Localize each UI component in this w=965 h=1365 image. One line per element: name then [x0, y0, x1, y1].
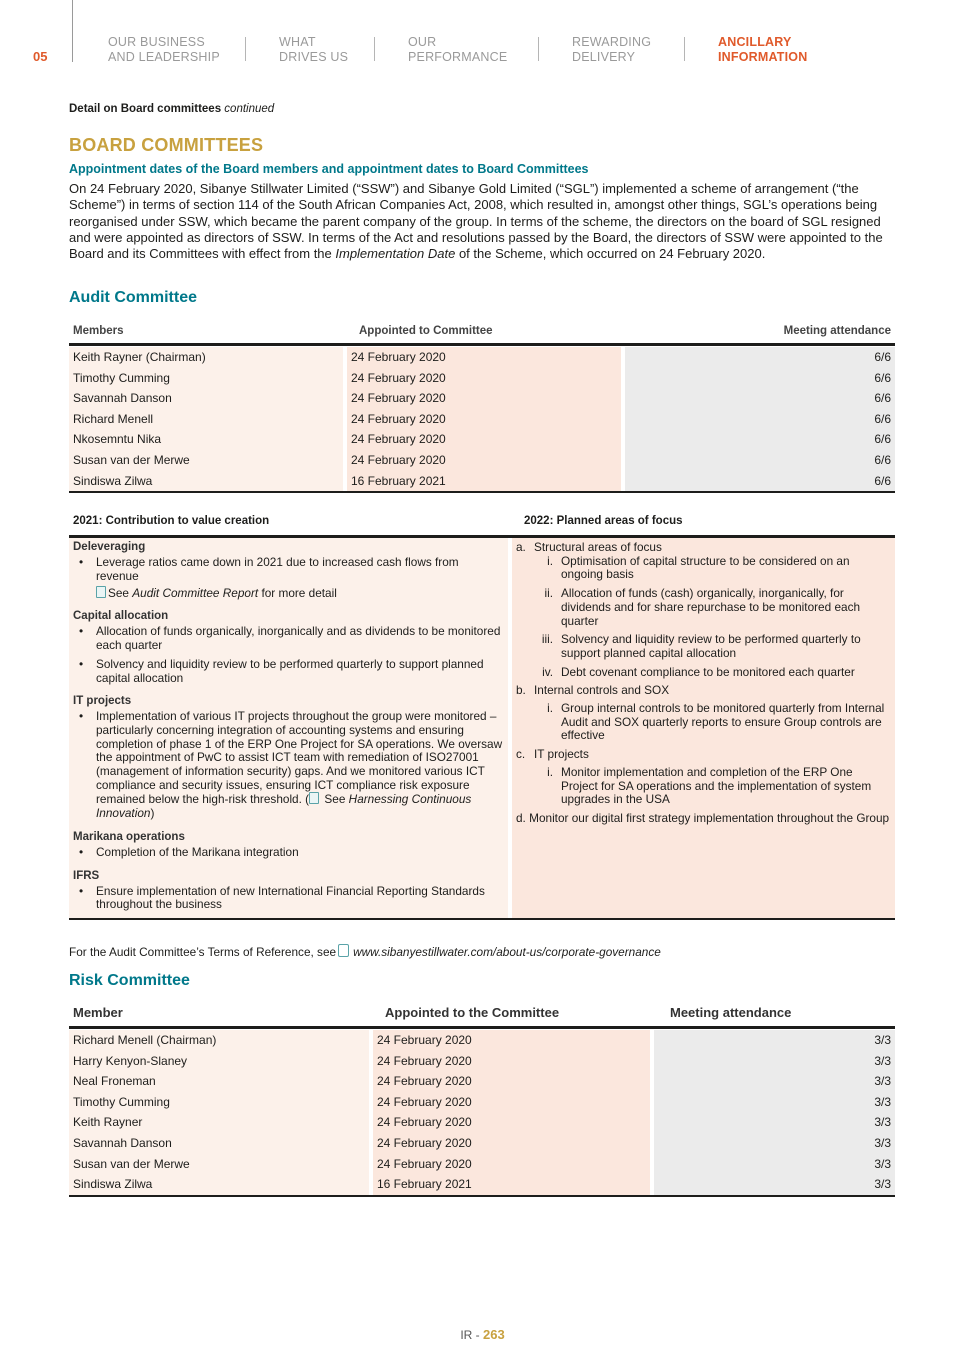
member-cell: Susan van der Merwe [69, 450, 343, 471]
attendance-cell: 3/3 [654, 1112, 895, 1133]
see-text: for more detail [258, 586, 337, 601]
table-row [69, 1133, 895, 1154]
item-text: Optimisation of capital structure to be considered on an ongoing basis [561, 553, 850, 582]
bullet-list [73, 625, 504, 685]
nav-separator [245, 37, 246, 61]
attendance-cell: 6/6 [625, 368, 895, 389]
attendance-cell: 6/6 [625, 450, 895, 471]
group-title: IFRS [73, 869, 100, 882]
attendance-cell: 6/6 [625, 429, 895, 450]
table-row [69, 471, 895, 492]
sub-list-item [534, 587, 891, 628]
table-row [69, 347, 895, 368]
member-cell: Sindiswa Zilwa [69, 1174, 369, 1195]
nav-label: AND LEADERSHIP [108, 50, 220, 64]
bullet-list [73, 846, 504, 860]
item-text: IT projects [534, 747, 589, 762]
date-cell: 24 February 2020 [373, 1071, 650, 1092]
group-title: IT projects [73, 695, 132, 708]
table-row [69, 1030, 895, 1051]
kicker-italic: continued [224, 103, 275, 115]
nav-separator [538, 37, 539, 61]
member-cell: Richard Menell [69, 409, 343, 430]
table-row [69, 1174, 895, 1195]
column-header: Appointed to Committee [359, 325, 493, 337]
page-header [0, 0, 965, 80]
table-row [69, 1154, 895, 1175]
nav-label: REWARDING [572, 35, 652, 49]
column-header: Member [73, 1005, 123, 1020]
table-header [69, 1001, 895, 1029]
list-marker: ii. [544, 586, 553, 601]
date-cell: 24 February 2020 [347, 347, 621, 368]
table-header [69, 318, 895, 346]
nav-label: WHAT [279, 35, 316, 49]
risk-committee-table [69, 1001, 895, 1197]
list-marker: b. [516, 683, 526, 698]
date-cell: 24 February 2020 [347, 409, 621, 430]
date-cell: 24 February 2020 [373, 1154, 650, 1175]
list-item: • Solvency and liquidity review to be performed quarterly to support planned capital allocation [73, 658, 504, 685]
attendance-cell: 6/6 [625, 409, 895, 430]
list-item: • Completion of the Marikana integration [73, 846, 504, 860]
table-row [69, 450, 895, 471]
list-marker: a. [516, 540, 526, 554]
table-row [69, 409, 895, 430]
list-item: • Leverage ratios came down in 2021 due to increased cash flows from revenue [73, 556, 504, 583]
intro-text: On 24 February 2020, Sibanye Stillwater Limited (“SSW”) and Sibanye Gold Limited (“SGL”) implemented a scheme of arrangement (“the Scheme”) in terms of section 114 of the South African Companies Act, 2008, which resulted in, amongst other things, SGL’s operations being reorganised under SSW, which became the parent company of the group. In terms of the scheme, the directors on the board of SGL resigned and were appointed as directors of SSW. In terms of the Act and resolutions passed by the Board, the directors of SSW were appointed to the Board and its Committees with effect from the [69, 181, 883, 262]
nav-label: PERFORMANCE [408, 50, 508, 64]
table-bottom-rule [69, 1195, 895, 1197]
bullet-list [73, 710, 504, 821]
nav-our-business[interactable] [108, 35, 220, 65]
date-cell: 24 February 2020 [373, 1133, 650, 1154]
item-text: Structural areas of focus [534, 540, 662, 554]
see-link: Audit Committee Report [132, 586, 259, 601]
nav-label: ANCILLARY [718, 35, 792, 49]
nav-label: INFORMATION [718, 50, 808, 64]
item-text: Implementation of various IT projects throughout the group were monitored – particularly concerning integration of accounting systems and ensuring completion of phase 1 of the ERP One Project for SA operations. We oversaw the appointment of PwC to assist ICT team with remediation of ISO27001 (management of information security) gaps. And we monitored various ICT compliance and security issues, ensuring ICT compliance risk exposure remained below the high-risk threshold. ( [96, 709, 503, 807]
member-cell: Nkosemntu Nika [69, 429, 343, 450]
member-cell: Neal Froneman [69, 1071, 369, 1092]
page-number: 263 [482, 1327, 505, 1342]
member-cell: Keith Rayner [69, 1112, 369, 1133]
member-cell: Savannah Danson [69, 1133, 369, 1154]
terms-text: For the Audit Committee’s Terms of Reference, see [69, 945, 337, 959]
date-cell: 24 February 2020 [373, 1112, 650, 1133]
sub-list-item [534, 555, 891, 582]
item-text: Solvency and liquidity review to be performed quarterly to support planned capital allocation [561, 632, 861, 660]
date-cell: 16 February 2021 [347, 471, 621, 492]
nav-separator [374, 37, 375, 61]
column-header: Members [73, 325, 124, 337]
sub-list [516, 766, 891, 807]
item-text: Internal controls and SOX [534, 683, 670, 698]
nav-what-drives-us[interactable] [279, 35, 348, 65]
member-cell: Richard Menell (Chairman) [69, 1030, 369, 1051]
date-cell: 24 February 2020 [373, 1030, 650, 1051]
sub-list-item [534, 702, 891, 743]
value-creation-table [69, 512, 895, 920]
nav-label: DELIVERY [572, 50, 636, 64]
column-header: 2021: Contribution to value creation [73, 515, 270, 527]
nav-separator [684, 37, 685, 61]
date-cell: 16 February 2021 [373, 1174, 650, 1195]
member-cell: Timothy Cumming [69, 1092, 369, 1113]
date-cell: 24 February 2020 [373, 1051, 650, 1072]
contribution-column [69, 538, 508, 918]
intro-italic: Implementation Date [335, 246, 456, 262]
column-header: Meeting attendance [783, 325, 891, 337]
table-row [69, 1112, 895, 1133]
member-cell: Harry Kenyon-Slaney [69, 1051, 369, 1072]
list-item: • Ensure implementation of new International Financial Reporting Standards throughout the business [73, 885, 504, 912]
table-row [69, 1051, 895, 1072]
table-row [69, 1071, 895, 1092]
item-text: ) [150, 806, 155, 821]
sub-list-item [534, 666, 891, 680]
see-text: See [321, 792, 346, 807]
section-number: 05 [33, 49, 48, 64]
list-item [516, 748, 891, 762]
item-text: Group internal controls to be monitored quarterly from Internal Audit and SOX quarterly reports to ensure Group controls are effective [561, 701, 885, 743]
list-marker: i. [547, 701, 553, 716]
date-cell: 24 February 2020 [347, 388, 621, 409]
column-header: 2022: Planned areas of focus [524, 515, 683, 527]
planned-focus-list [516, 541, 891, 826]
attendance-cell: 3/3 [654, 1092, 895, 1113]
table-row [69, 429, 895, 450]
attendance-cell: 3/3 [654, 1071, 895, 1092]
column-header: Meeting attendance [670, 1005, 792, 1020]
member-cell: Savannah Danson [69, 388, 343, 409]
kicker-bold: Detail on Board committees [69, 103, 222, 115]
hand-pointer-icon [338, 944, 349, 957]
member-cell: Susan van der Merwe [69, 1154, 369, 1175]
see-link[interactable]: Harnessing Continuous Innovation [96, 792, 472, 821]
table-body [69, 538, 895, 920]
list-item: • Allocation of funds organically, inorganically and as dividends to be monitored each quarter [73, 625, 504, 652]
page-footer [0, 1327, 965, 1342]
planned-focus-column [512, 538, 895, 918]
see-text: See [108, 586, 133, 601]
attendance-cell: 3/3 [654, 1051, 895, 1072]
attendance-cell: 3/3 [654, 1174, 895, 1195]
date-cell: 24 February 2020 [373, 1092, 650, 1113]
list-item [516, 541, 891, 555]
nav-our-performance[interactable] [408, 35, 507, 65]
list-marker: i. [547, 764, 553, 779]
item-text: Allocation of funds (cash) organically, inorganically, for dividends and for share repurchase to be monitored each quarter [561, 586, 861, 628]
member-cell: Keith Rayner (Chairman) [69, 347, 343, 368]
list-item [516, 684, 891, 698]
list-marker: i. [547, 553, 553, 568]
bullet-list [73, 885, 504, 912]
intro-paragraph [69, 181, 895, 262]
nav-label: DRIVES US [279, 50, 349, 64]
column-header: Appointed to the Committee [385, 1005, 560, 1020]
bullet-list [73, 556, 504, 583]
list-marker: iii. [541, 632, 553, 647]
sub-list-item [534, 633, 891, 660]
page-subtitle: Appointment dates of the Board members and appointment dates to Board Committees [69, 162, 589, 176]
attendance-cell: 3/3 [654, 1030, 895, 1051]
nav-ancillary-information[interactable] [718, 35, 807, 65]
table-row [69, 368, 895, 389]
date-cell: 24 February 2020 [347, 429, 621, 450]
page-title: BOARD COMMITTEES [69, 135, 264, 155]
list-marker: iv. [542, 664, 553, 679]
group-title: Marikana operations [73, 830, 185, 843]
nav-rewarding-delivery[interactable] [572, 35, 651, 65]
document-icon [96, 586, 106, 598]
intro-text: of the Scheme, which occurred on 24 February 2020. [455, 246, 766, 262]
list-item: d. Monitor our digital first strategy implementation throughout the Group [516, 810, 890, 825]
attendance-cell: 6/6 [625, 347, 895, 368]
attendance-cell: 3/3 [654, 1133, 895, 1154]
group-title: Deleveraging [73, 541, 146, 553]
sub-list-item [534, 766, 891, 807]
sub-list [516, 555, 891, 680]
audit-committee-table [69, 318, 895, 493]
table-body [69, 1029, 895, 1195]
attendance-cell: 6/6 [625, 388, 895, 409]
attendance-cell: 3/3 [654, 1154, 895, 1175]
date-cell: 24 February 2020 [347, 450, 621, 471]
attendance-cell: 6/6 [625, 471, 895, 492]
table-row [69, 1092, 895, 1113]
item-text: Monitor implementation and completion of the ERP One Project for SA operations and the implementation of system upgrades in the USA [561, 764, 872, 807]
table-header [69, 512, 895, 538]
section-kicker [69, 103, 274, 115]
item-text: Debt covenant compliance to be monitored each quarter [561, 664, 855, 679]
audit-committee-heading: Audit Committee [69, 289, 197, 306]
table-bottom-rule [69, 491, 895, 493]
terms-of-reference [69, 944, 661, 959]
date-cell: 24 February 2020 [347, 368, 621, 389]
header-divider [72, 0, 73, 62]
group-title: Capital allocation [73, 610, 169, 623]
list-item [73, 710, 504, 821]
table-row [69, 388, 895, 409]
nav-label: OUR [408, 35, 437, 49]
list-marker: c. [516, 747, 526, 762]
see-reference[interactable] [73, 586, 504, 600]
nav-label: OUR BUSINESS [108, 35, 205, 49]
footer-prefix: IR - [460, 1328, 483, 1342]
sub-list [516, 702, 891, 743]
risk-committee-heading: Risk Committee [69, 972, 190, 989]
member-cell: Sindiswa Zilwa [69, 471, 343, 492]
table-body [69, 346, 895, 491]
terms-link[interactable]: www.sibanyestillwater.com/about-us/corporate-governance [353, 945, 661, 959]
document-icon [309, 792, 319, 804]
member-cell: Timothy Cumming [69, 368, 343, 389]
